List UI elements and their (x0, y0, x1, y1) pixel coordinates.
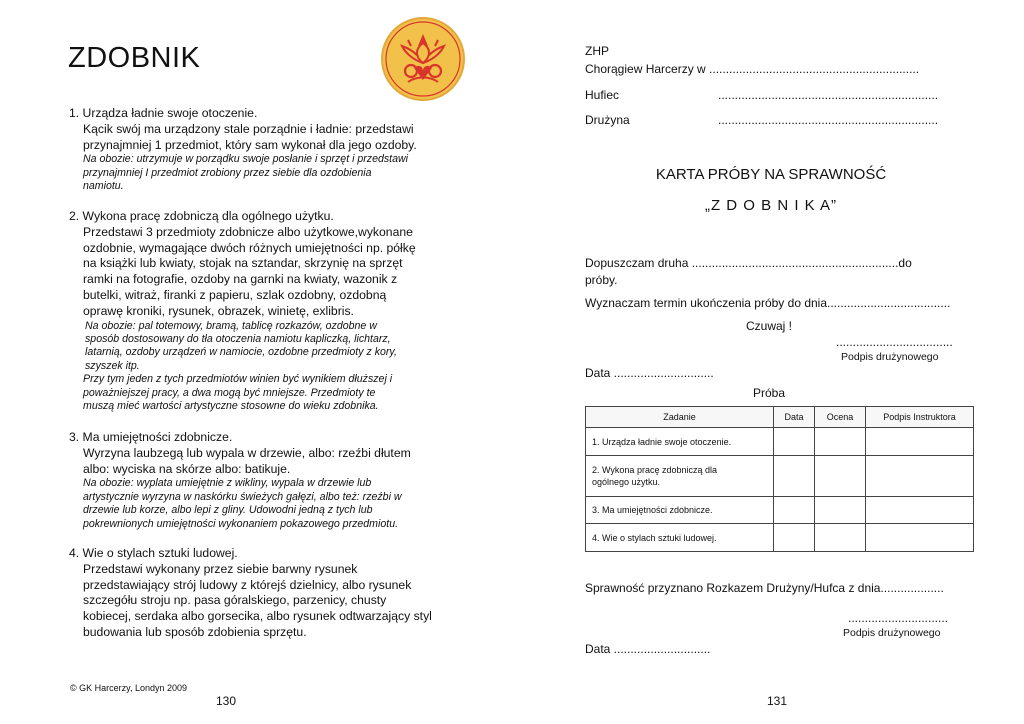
task-cell (586, 456, 774, 497)
camp-note: namiotu. (83, 180, 124, 193)
camp-note: artystycznie wyrzyna w naskórku świeżych gałęzi, albo też: rzeźbi w (83, 490, 402, 503)
grade-cell[interactable] (815, 524, 866, 552)
col-data: Data (774, 407, 815, 428)
requirement-heading: 3. Ma umiejętności zdobnicze. (69, 430, 233, 444)
signature-cell[interactable] (866, 456, 974, 497)
proby-text: próby. (585, 273, 618, 287)
camp-note: szyszek itp. (85, 359, 140, 372)
requirement-note: muszą mieć wartości artystyczne stosowne do wieku zdobnika. (83, 400, 379, 413)
task-text: 4. Wie o stylach sztuki ludowej. (592, 532, 717, 543)
date-field-1: Data .............................. (585, 366, 714, 380)
camp-note: Na obozie: pal totemowy, bramą, tablicę rozkazów, ozdobne w (85, 319, 377, 332)
requirement-text: Wyrzyna laubzegą lub wypala w drzewie, albo: rzeźbi dłutem (83, 445, 411, 460)
requirement-heading: 2. Wykona pracę zdobniczą dla ogólnego użytku. (69, 209, 334, 223)
task-cell (586, 497, 774, 524)
requirement-text: przedstawiający strój ludowy z którejś dzielnicy, albo rysunek (83, 577, 412, 592)
signature-cell[interactable] (866, 428, 974, 456)
requirement-text: albo: wyciska na skórze albo: batikuje. (83, 461, 291, 476)
page-number-left: 130 (216, 694, 237, 708)
proba-label: Próba (753, 386, 786, 400)
zhp-label: ZHP (585, 44, 609, 58)
requirement-heading: 1. Urządza ładnie swoje otoczenie. (69, 106, 258, 120)
przyznano-field: Sprawność przyznano Rozkazem Drużyny/Hufca z dnia................... (585, 581, 944, 595)
camp-note: sposób dostosowany do tła otoczenia namiotu kapliczką, lichtarz, (85, 332, 391, 345)
hufiec-label: Hufiec (585, 88, 620, 102)
camp-note: Na obozie: wyplata umiejętnie z wikliny, wypala w drzewie lub (83, 477, 372, 490)
requirement-text: Kącik swój ma urządzony stale porządnie i ładnie: przedstawi (83, 121, 414, 136)
druzyna-field: .................................................................. (718, 113, 939, 127)
task-cell (586, 524, 774, 552)
requirement-text: kobiecej, serdaka albo gorsecika, albo rysunek odtwarzający styl (83, 609, 432, 624)
signature-caption-1: Podpis drużynowego (841, 351, 939, 363)
date-field-2: Data ............................. (585, 642, 711, 656)
requirement-3 (69, 430, 449, 531)
badge-name: „Z D O B N I K A” (704, 197, 837, 214)
date-cell[interactable] (774, 497, 815, 524)
task-text: 2. Wykona pracę zdobniczą dla (592, 465, 717, 475)
requirement-note: Przy tym jeden z tych przedmiotów winien być wynikiem dłuższej i (83, 373, 393, 386)
tasks-table (585, 406, 974, 552)
requirement-text: budowania lub sposób zdobienia sprzętu. (83, 624, 307, 639)
date-cell[interactable] (774, 428, 815, 456)
page-title: ZDOBNIK (68, 42, 201, 74)
date-cell[interactable] (774, 456, 815, 497)
table-row (586, 428, 974, 456)
table-row (586, 456, 974, 497)
camp-note: latarnią, ozdoby urządzeń w namiocie, ozdobne przedmioty z kory, (85, 346, 397, 359)
dopuszczam-field: Dopuszczam druha ..............................................................do (585, 256, 912, 270)
requirement-text: Przedstawi wykonany przez siebie barwny rysunek (83, 561, 358, 576)
signature-caption-2: Podpis drużynowego (843, 627, 941, 639)
col-podpis: Podpis Instruktora (866, 407, 974, 428)
requirement-2 (69, 209, 449, 413)
date-cell[interactable] (774, 524, 815, 552)
col-ocena: Ocena (815, 407, 866, 428)
requirement-text: ramki na fotografie, ozdoby na garnki na kwiaty, wazonik z (83, 272, 398, 287)
scout-emblem-icon (378, 16, 468, 102)
camp-note: przynajmniej I przedmiot zrobiony przez siebie dla ozdobienia (83, 166, 372, 179)
card-title: KARTA PRÓBY NA SPRAWNOŚĆ (655, 166, 887, 183)
camp-note: pokrewnionych umiejętności wykonaniem pokazowego przedmiotu. (83, 517, 399, 530)
table-row (586, 497, 974, 524)
camp-note: drzewie lub korze, albo lepi z gliny. Udowodni jedną z tych lub (83, 504, 373, 517)
camp-note: Na obozie: utrzymuje w porządku swoje posłanie i sprzęt i przedstawi (83, 153, 409, 166)
requirement-text: oprawę kroniki, rysunek, obrazek, winietę, exlibris. (83, 303, 354, 318)
requirement-note: poważniejszej pracy, a dwa mogą być mniejsze. Przedmioty te (83, 386, 376, 399)
copyright: © GK Harcerzy, Londyn 2009 (70, 683, 188, 693)
requirement-text: Przedstawi 3 przedmioty zdobnicze albo użytkowe,wykonane (83, 224, 413, 239)
task-cell (586, 428, 774, 456)
signature-line-2: .............................. (848, 611, 949, 625)
requirement-text: na książki lub kwiaty, stojak na sztandar, skrzynię na sprzęt (83, 256, 403, 271)
page-number-right: 131 (767, 694, 788, 708)
czuwaj-text: Czuwaj ! (746, 319, 793, 333)
termin-field: Wyznaczam termin ukończenia próby do dnia..................................... (585, 296, 951, 310)
choragiew-field: Chorągiew Harcerzy w ............................................................... (585, 62, 920, 76)
hufiec-field: .................................................................. (718, 88, 939, 102)
signature-cell[interactable] (866, 497, 974, 524)
requirement-heading: 4. Wie o stylach sztuki ludowej. (69, 546, 238, 560)
task-text: 3. Ma umiejętności zdobnicze. (592, 505, 713, 515)
requirement-1 (69, 106, 449, 194)
grade-cell[interactable] (815, 428, 866, 456)
requirement-text: szczegółu stroju np. pasa góralskiego, parzenicy, chusty (83, 593, 387, 608)
requirement-4 (69, 546, 449, 641)
druzyna-label: Drużyna (585, 113, 630, 127)
signature-line-1: ................................... (836, 335, 953, 349)
task-text: ogólnego użytku. (592, 477, 661, 487)
table-header-row (586, 407, 974, 428)
task-text: 1. Urządza ładnie swoje otoczenie. (592, 436, 732, 447)
requirement-text: przynajmniej 1 przedmiot, który sam wykonał dla jego ozdoby. (83, 137, 417, 152)
requirement-text: butelki, witraż, firanki z papieru, szlak ozdobny, ozdobną (83, 287, 387, 302)
grade-cell[interactable] (815, 497, 866, 524)
signature-cell[interactable] (866, 524, 974, 552)
requirement-text: ozdobnie, wymagające dwóch różnych umiejętności np. półkę (83, 240, 416, 255)
col-zadanie: Zadanie (586, 407, 774, 428)
grade-cell[interactable] (815, 456, 866, 497)
table-row (586, 524, 974, 552)
